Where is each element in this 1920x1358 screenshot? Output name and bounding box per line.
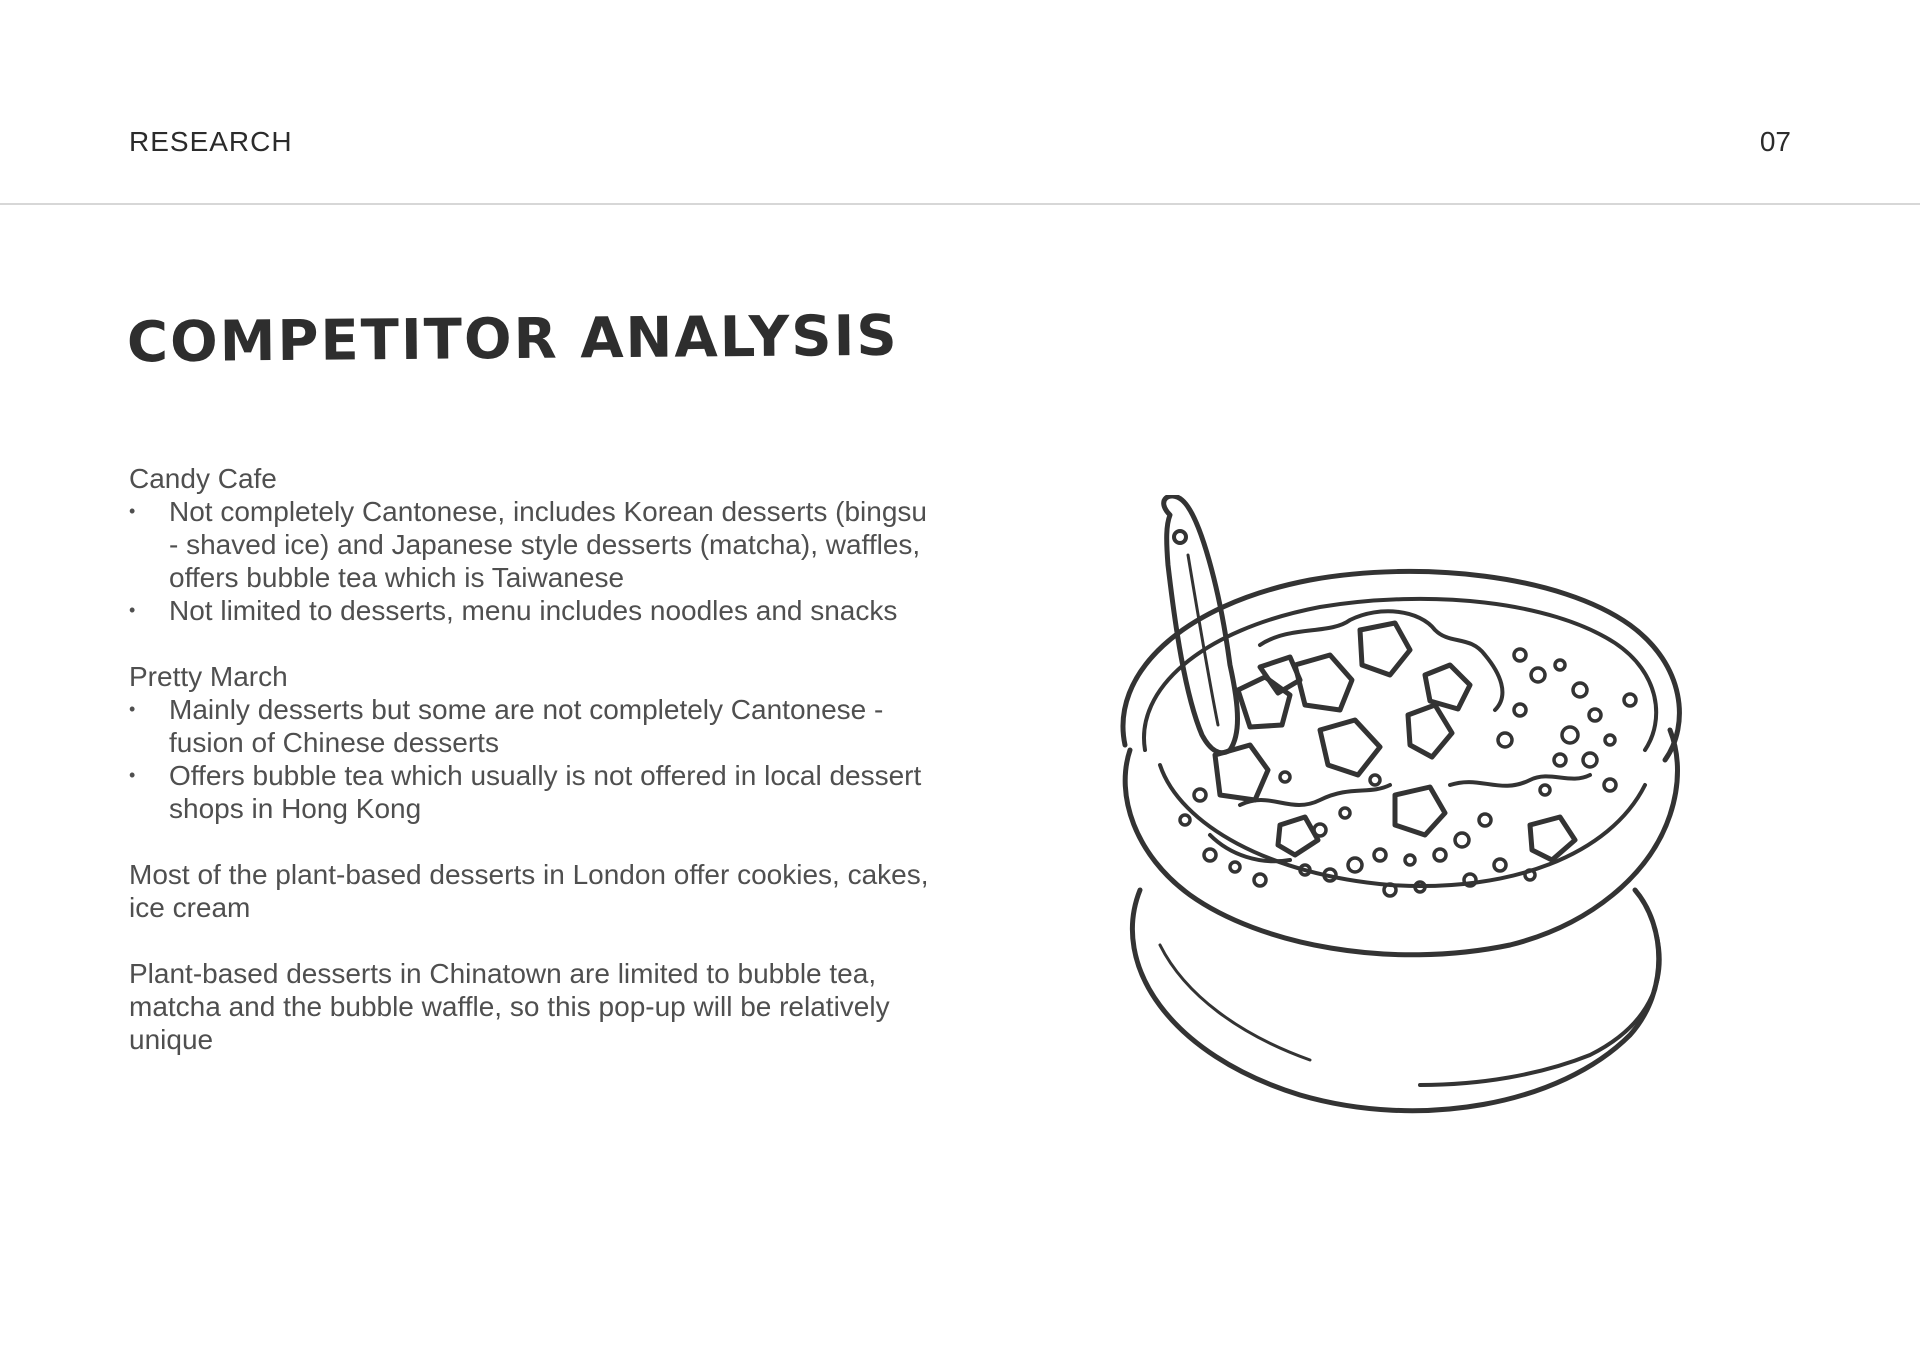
bullet-icon: • bbox=[129, 699, 136, 719]
fruit-cube-icon bbox=[1530, 817, 1575, 860]
bullet-icon: • bbox=[129, 501, 136, 521]
competitor-points bbox=[129, 693, 929, 825]
page-header bbox=[0, 0, 1920, 205]
list-item bbox=[129, 759, 929, 825]
analysis-body bbox=[129, 462, 929, 1089]
competitor-name: Candy Cafe bbox=[129, 463, 277, 494]
point-text: Mainly desserts but some are not completely Cantonese - fusion of Chinese desserts bbox=[169, 694, 884, 758]
fruit-cube-icon bbox=[1238, 677, 1290, 727]
syrup-swirl-icon bbox=[1450, 775, 1590, 786]
competitor-pretty-march bbox=[129, 660, 929, 825]
note-chinatown bbox=[129, 957, 929, 1056]
fruit-cube-icon bbox=[1278, 817, 1318, 855]
dessert-bowl-illustration bbox=[1090, 495, 1710, 1155]
point-text: Not limited to desserts, menu includes noodles and snacks bbox=[169, 595, 898, 626]
fruit-cube-icon bbox=[1408, 705, 1452, 757]
list-item bbox=[129, 693, 929, 759]
competitor-name: Pretty March bbox=[129, 661, 288, 692]
fruit-cube-icon bbox=[1360, 623, 1410, 675]
note-text: Plant-based desserts in Chinatown are limited to bubble tea, matcha and the bubble waffle, so this pop-up will be relatively unique bbox=[129, 958, 890, 1055]
saucer-icon bbox=[1132, 890, 1658, 1111]
section-label: RESEARCH bbox=[129, 126, 293, 157]
note-text: Most of the plant-based desserts in London offer cookies, cakes, ice cream bbox=[129, 859, 929, 923]
point-text: Offers bubble tea which usually is not offered in local dessert shops in Hong Kong bbox=[169, 760, 922, 824]
fruit-cube-icon bbox=[1395, 787, 1445, 835]
fruit-cube-icon bbox=[1320, 720, 1380, 775]
fruit-cube-icon bbox=[1215, 745, 1268, 800]
fruit-cube-icon bbox=[1295, 655, 1352, 710]
point-text: Not completely Cantonese, includes Korean desserts (bingsu - shaved ice) and Japanese style desserts (matcha), waffles, offers bubble tea which is Taiwanese bbox=[169, 496, 927, 593]
bullet-icon: • bbox=[129, 765, 136, 785]
saucer-rim-icon bbox=[1420, 915, 1660, 1085]
note-london bbox=[129, 858, 929, 924]
list-item bbox=[129, 594, 929, 627]
list-item bbox=[129, 495, 929, 594]
page-title: COMPETITOR ANALYSIS bbox=[126, 303, 900, 376]
page-number: 07 bbox=[1759, 126, 1791, 157]
fruit-cube-icon bbox=[1425, 665, 1470, 709]
bullet-icon: • bbox=[129, 600, 136, 620]
spoon-hole-icon bbox=[1174, 531, 1186, 543]
competitor-candy-cafe bbox=[129, 462, 929, 627]
saucer-line-icon bbox=[1160, 945, 1310, 1060]
competitor-points bbox=[129, 495, 929, 627]
